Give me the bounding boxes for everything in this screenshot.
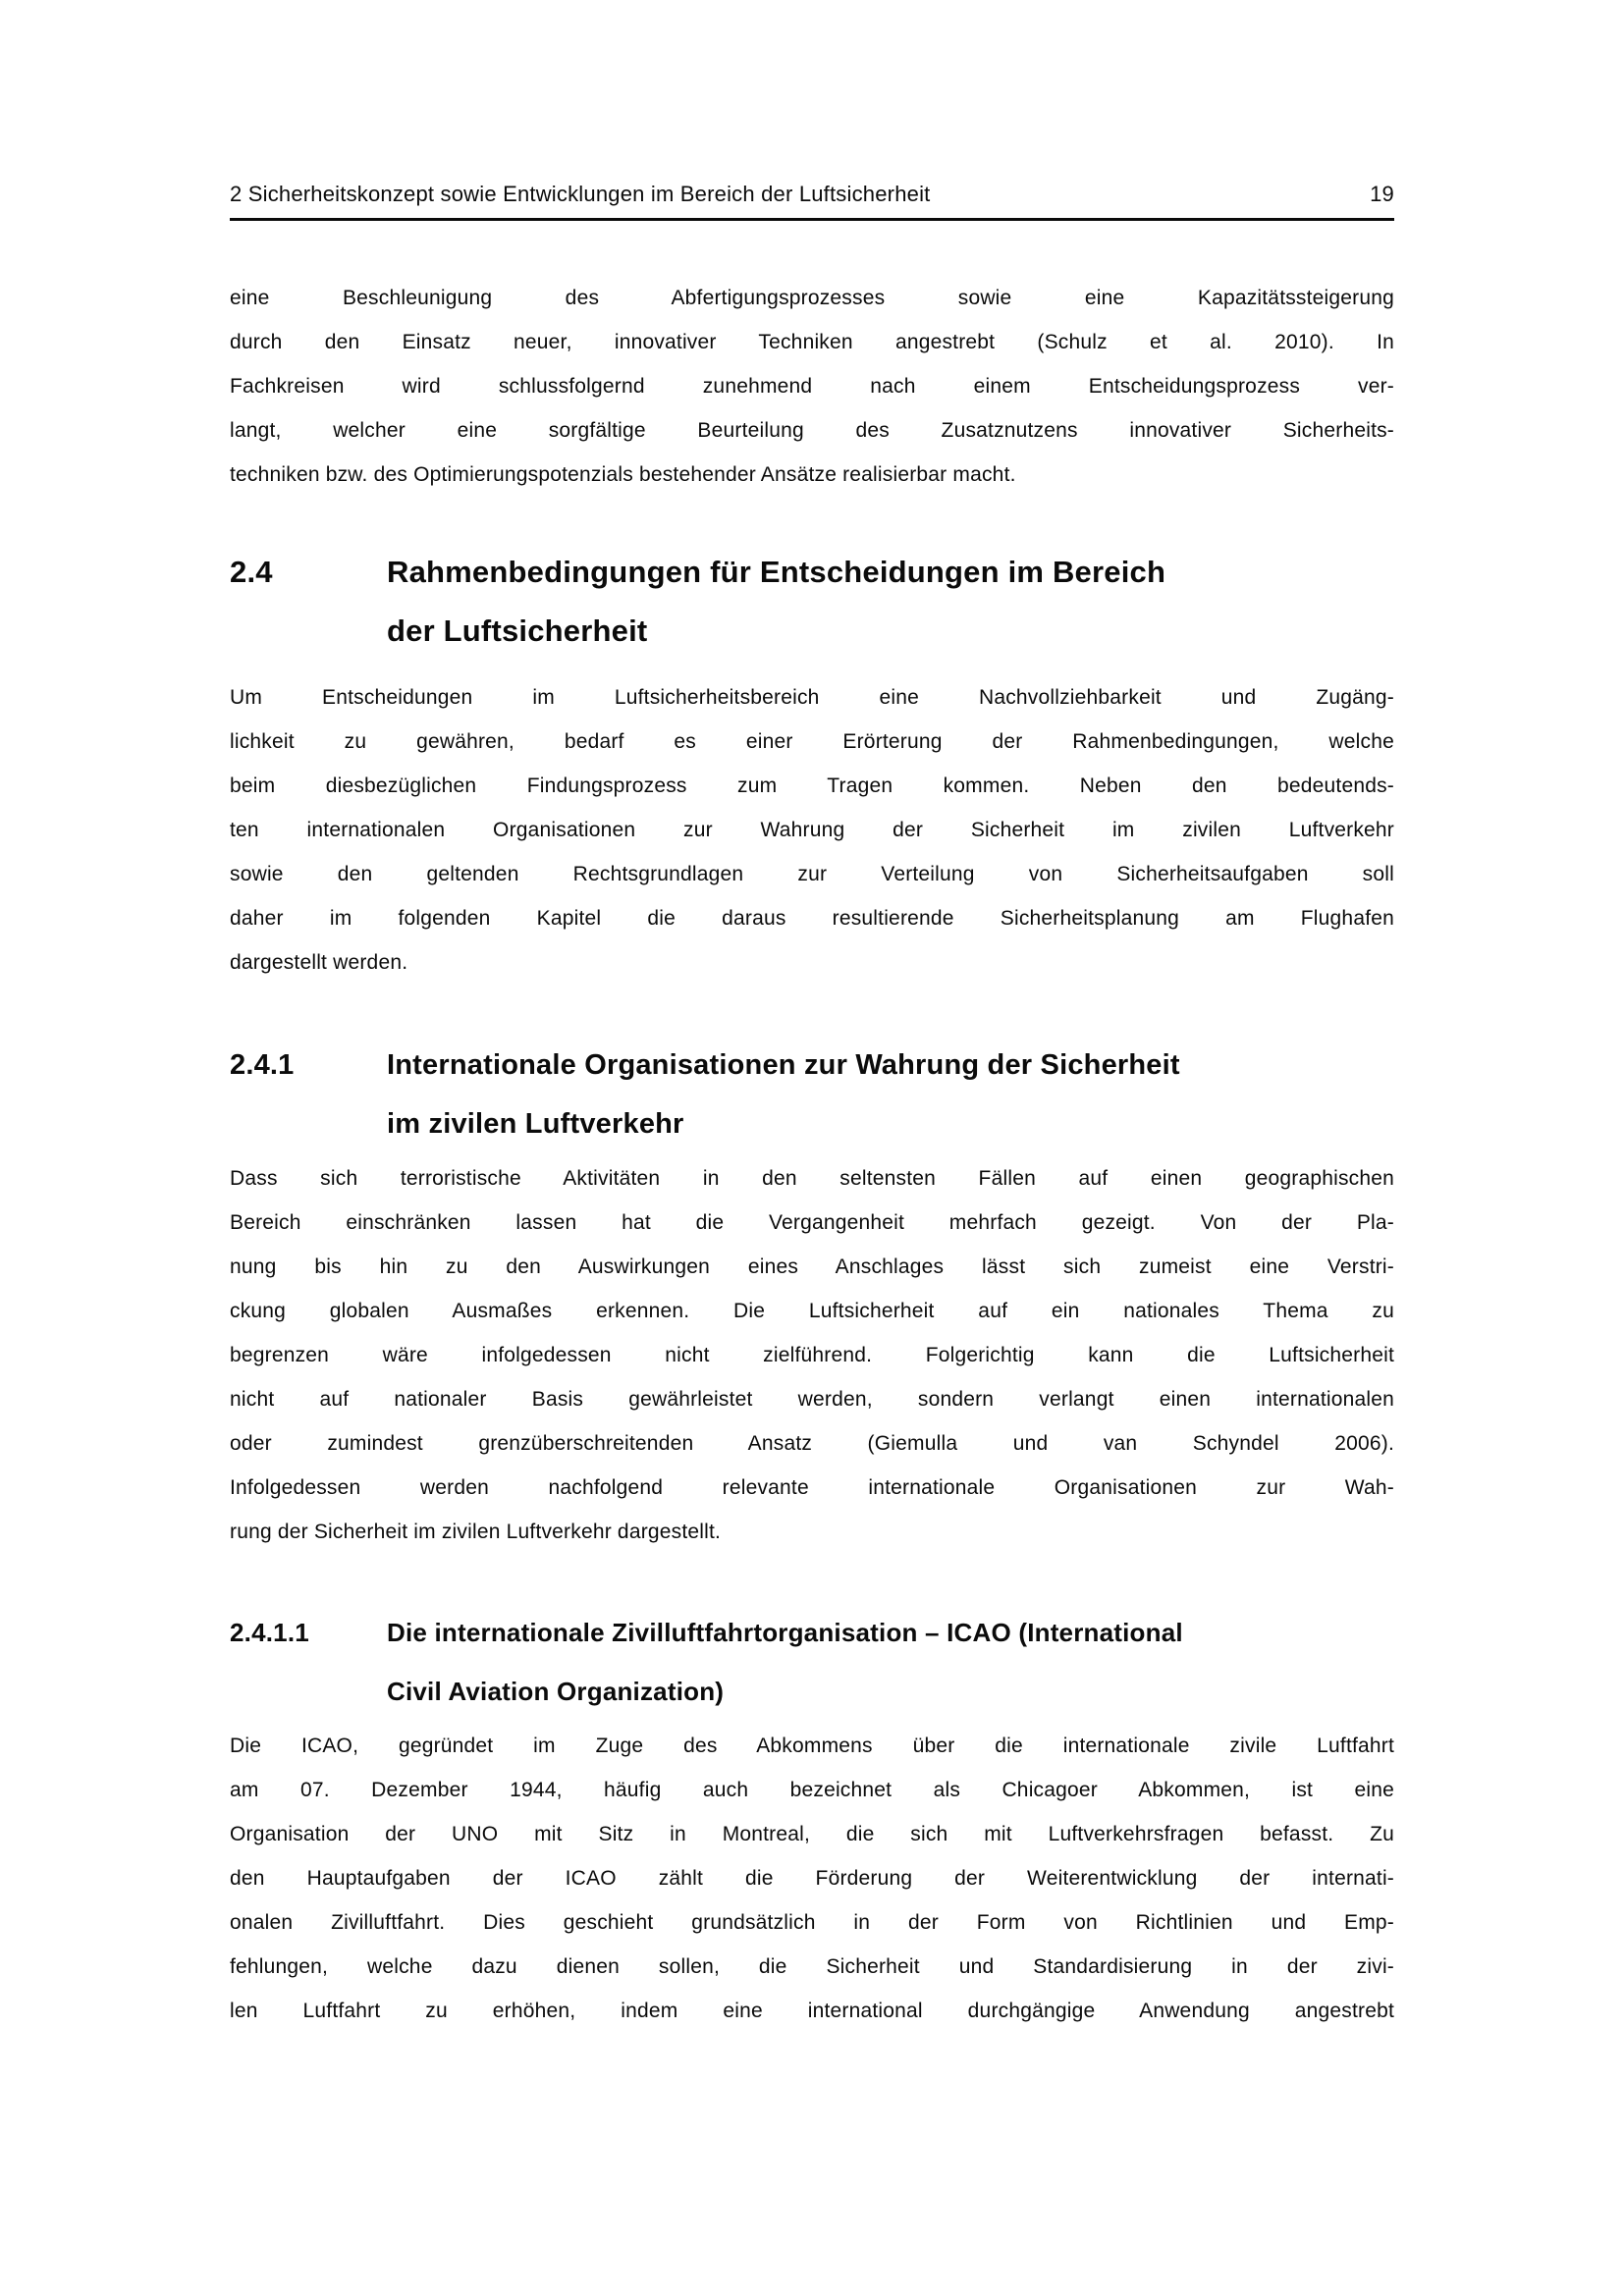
text-line: Bereich einschränken lassen hat die Vergangenheit mehrfach gezeigt. Von der Pla- bbox=[230, 1211, 1394, 1234]
text-line: rung der Sicherheit im zivilen Luftverkehr dargestellt. bbox=[230, 1521, 722, 1543]
paragraph bbox=[230, 1724, 1394, 2033]
text-line: sowie den geltenden Rechtsgrundlagen zur Verteilung von Sicherheitsaufgaben soll bbox=[230, 863, 1394, 885]
text-line: Die internationale Zivilluftfahrtorganisation – ICAO (International bbox=[387, 1618, 1183, 1647]
text-line: techniken bzw. des Optimierungspotenzials bestehender Ansätze realisierbar macht. bbox=[230, 463, 1016, 486]
text-line: Organisation der UNO mit Sitz in Montreal, die sich mit Luftverkehrsfragen befasst. Zu bbox=[230, 1823, 1394, 1845]
text-line: der Luftsicherheit bbox=[387, 614, 648, 648]
text-line: durch den Einsatz neuer, innovativer Techniken angestrebt (Schulz et al. 2010). In bbox=[230, 331, 1394, 353]
section-heading-2-4-1-1 bbox=[230, 1603, 1394, 1721]
running-head-title: 2 Sicherheitskonzept sowie Entwicklungen im Bereich der Luftsicherheit bbox=[230, 182, 931, 206]
section-number: 2.4.1.1 bbox=[230, 1618, 309, 1647]
text-line: ten internationalen Organisationen zur Wahrung der Sicherheit im zivilen Luftverkehr bbox=[230, 819, 1394, 841]
text-line: dargestellt werden. bbox=[230, 951, 408, 974]
section-number: 2.4.1 bbox=[230, 1049, 295, 1081]
text-line: nicht auf nationaler Basis gewährleistet werden, sondern verlangt einen internationalen bbox=[230, 1388, 1394, 1411]
section-heading-2-4 bbox=[230, 543, 1394, 661]
text-line: onalen Zivilluftfahrt. Dies geschieht grundsätzlich in der Form von Richtlinien und Emp- bbox=[230, 1911, 1394, 1934]
text-line: fehlungen, welche dazu dienen sollen, die Sicherheit und Standardisierung in der zivi- bbox=[230, 1955, 1394, 1978]
section-title bbox=[387, 543, 1394, 661]
section-heading-2-4-1 bbox=[230, 1036, 1394, 1153]
text-line: Fachkreisen wird schlussfolgernd zunehmend nach einem Entscheidungsprozess ver- bbox=[230, 375, 1394, 398]
text-line: Civil Aviation Organization) bbox=[387, 1677, 725, 1706]
text-line: ckung globalen Ausmaßes erkennen. Die Luftsicherheit auf ein nationales Thema zu bbox=[230, 1300, 1394, 1322]
text-line: langt, welcher eine sorgfältige Beurteilung des Zusatznutzens innovativer Sicherheits- bbox=[230, 419, 1394, 442]
text-line: daher im folgenden Kapitel die daraus resultierende Sicherheitsplanung am Flughafen bbox=[230, 907, 1394, 930]
text-line: Dass sich terroristische Aktivitäten in den seltensten Fällen auf einen geographischen bbox=[230, 1167, 1394, 1190]
text-line: lichkeit zu gewähren, bedarf es einer Erörterung der Rahmenbedingungen, welche bbox=[230, 730, 1394, 753]
section-title bbox=[387, 1036, 1394, 1153]
text-line: am 07. Dezember 1944, häufig auch bezeichnet als Chicagoer Abkommen, ist eine bbox=[230, 1779, 1394, 1801]
text-line: begrenzen wäre infolgedessen nicht zielführend. Folgerichtig kann die Luftsicherheit bbox=[230, 1344, 1394, 1366]
text-line: Um Entscheidungen im Luftsicherheitsbereich eine Nachvollziehbarkeit und Zugäng- bbox=[230, 686, 1394, 709]
paragraph bbox=[230, 675, 1394, 985]
section-title bbox=[387, 1603, 1394, 1721]
text-line: beim diesbezüglichen Findungsprozess zum Tragen kommen. Neben den bedeutends- bbox=[230, 774, 1394, 797]
running-head bbox=[230, 181, 1394, 221]
text-line: nung bis hin zu den Auswirkungen eines Anschlages lässt sich zumeist eine Verstri- bbox=[230, 1255, 1394, 1278]
text-line: len Luftfahrt zu erhöhen, indem eine international durchgängige Anwendung angestrebt bbox=[230, 2000, 1394, 2022]
text-line: im zivilen Luftverkehr bbox=[387, 1108, 684, 1140]
text-line: Die ICAO, gegründet im Zuge des Abkommens über die internationale zivile Luftfahrt bbox=[230, 1735, 1394, 1757]
section-number: 2.4 bbox=[230, 555, 273, 589]
text-line: eine Beschleunigung des Abfertigungsprozesses sowie eine Kapazitätssteigerung bbox=[230, 287, 1394, 309]
text-line: Infolgedessen werden nachfolgend relevante internationale Organisationen zur Wah- bbox=[230, 1476, 1394, 1499]
text-line: Internationale Organisationen zur Wahrung der Sicherheit bbox=[387, 1049, 1180, 1081]
text-line: Rahmenbedingungen für Entscheidungen im Bereich bbox=[387, 555, 1166, 589]
text-line: oder zumindest grenzüberschreitenden Ansatz (Giemulla und van Schyndel 2006). bbox=[230, 1432, 1394, 1455]
paragraph bbox=[230, 1156, 1394, 1554]
paragraph bbox=[230, 276, 1394, 497]
page-number: 19 bbox=[1370, 182, 1394, 206]
text-line: den Hauptaufgaben der ICAO zählt die Förderung der Weiterentwicklung der internati- bbox=[230, 1867, 1394, 1890]
